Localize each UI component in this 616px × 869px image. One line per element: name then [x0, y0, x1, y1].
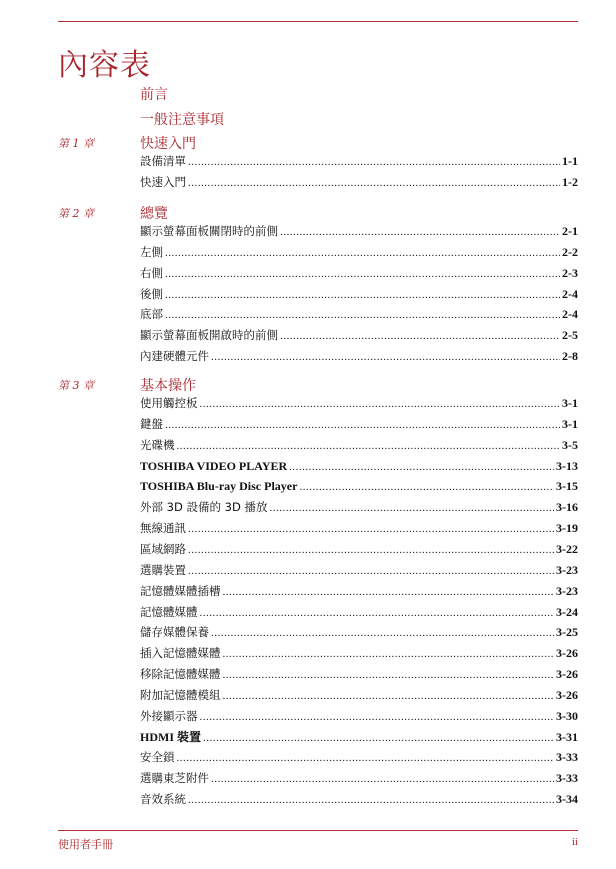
toc-entry-page: 3-31 — [556, 730, 578, 744]
toc-entry[interactable] — [140, 348, 578, 364]
chapter-label: 第 2 章 — [58, 207, 94, 220]
toc-entry-page: 2-4 — [562, 287, 578, 301]
toc-leader-dots — [165, 307, 560, 323]
toc-leader-dots — [165, 287, 560, 303]
toc-entry[interactable] — [140, 729, 578, 745]
toc-entry-page: 2-2 — [562, 245, 578, 259]
toc-entry-label: 移除記憶體媒體 — [140, 667, 221, 681]
toc-entry-page: 3-19 — [556, 521, 578, 535]
toc-entry[interactable] — [140, 244, 578, 260]
toc-leader-dots — [203, 730, 554, 746]
toc-leader-dots — [280, 328, 560, 344]
toc-leader-dots — [188, 792, 554, 808]
toc-entry-label: 設備清單 — [140, 154, 186, 168]
toc-entry-label: 插入記憶體媒體 — [140, 646, 221, 660]
footer-page-number: ii — [571, 836, 578, 848]
toc-entry[interactable] — [140, 791, 578, 807]
toc-entry-label: 後側 — [140, 287, 163, 301]
toc-entry-label: 顯示螢幕面板關閉時的前側 — [140, 224, 278, 238]
toc-entry[interactable] — [140, 153, 578, 169]
toc-entry[interactable] — [140, 327, 578, 343]
toc-entry[interactable] — [140, 478, 578, 494]
toc-entry-page: 2-8 — [562, 349, 578, 363]
chapter-label: 第 3 章 — [58, 379, 94, 392]
toc-entry-page: 1-2 — [562, 175, 578, 189]
toc-leader-dots — [211, 349, 560, 365]
toc-entry[interactable] — [140, 624, 578, 640]
toc-leader-dots — [223, 667, 555, 683]
header-rule — [58, 21, 578, 22]
toc-entry-label: 儲存媒體保養 — [140, 625, 209, 639]
toc-entry-label: 選購東芝附件 — [140, 771, 209, 785]
toc-leader-dots — [165, 417, 560, 433]
footer-rule — [58, 830, 578, 831]
toc-leader-dots — [165, 266, 560, 282]
toc-entry-page: 3-23 — [556, 563, 578, 577]
toc-entry-label: 使用觸控板 — [140, 396, 198, 410]
toc-entry-page: 2-5 — [562, 328, 578, 342]
toc-leader-dots — [200, 396, 561, 412]
toc-leader-dots — [177, 438, 561, 454]
toc-leader-dots — [269, 500, 554, 516]
toc-entry-label: 外部 3D 設備的 3D 播放 — [140, 500, 268, 514]
toc-entry[interactable] — [140, 499, 578, 515]
toc-leader-dots — [223, 584, 555, 600]
toc-entry-label: TOSHIBA VIDEO PLAYER — [140, 459, 288, 473]
toc-entry[interactable] — [140, 562, 578, 578]
toc-entry-label: 區域網路 — [140, 542, 186, 556]
toc-entry-label: 無線通訊 — [140, 521, 186, 535]
toc-entry-label: 記憶體媒體 — [140, 605, 198, 619]
toc-leader-dots — [177, 750, 555, 766]
toc-entry-page: 3-13 — [556, 459, 578, 473]
toc-entry[interactable] — [140, 770, 578, 786]
chapter-title[interactable]: 快速入門 — [140, 136, 196, 152]
toc-entry-page: 3-33 — [556, 750, 578, 764]
toc-leader-dots — [165, 245, 560, 261]
toc-entry-label: TOSHIBA Blu-ray Disc Player — [140, 479, 298, 493]
toc-entry-page: 3-1 — [562, 417, 578, 431]
toc-entry-page: 3-26 — [556, 646, 578, 660]
toc-entry-label: 快速入門 — [140, 175, 186, 189]
toc-entry-page: 3-25 — [556, 625, 578, 639]
toc-entry[interactable] — [140, 416, 578, 432]
toc-entry[interactable] — [140, 223, 578, 239]
toc-leader-dots — [211, 625, 554, 641]
toc-entry-page: 3-26 — [556, 688, 578, 702]
toc-entry[interactable] — [140, 541, 578, 557]
toc-entry-page: 3-33 — [556, 771, 578, 785]
toc-leader-dots — [280, 224, 560, 240]
toc-entry-label: 光碟機 — [140, 438, 175, 452]
page-title: 內容表 — [58, 48, 151, 83]
toc-entry-label: 內建硬體元件 — [140, 349, 209, 363]
toc-entry[interactable] — [140, 749, 578, 765]
toc-entry-page: 3-26 — [556, 667, 578, 681]
toc-leader-dots — [223, 688, 555, 704]
toc-entry-label: 顯示螢幕面板開啟時的前側 — [140, 328, 278, 342]
toc-entry-label: 鍵盤 — [140, 417, 163, 431]
toc-entry[interactable] — [140, 645, 578, 661]
toc-leader-dots — [289, 459, 554, 475]
toc-entry-page: 3-34 — [556, 792, 578, 806]
toc-entry[interactable] — [140, 174, 578, 190]
toc-entry-page: 3-23 — [556, 584, 578, 598]
toc-entry[interactable] — [140, 437, 578, 453]
toc-leader-dots — [188, 521, 554, 537]
toc-entry-label: 左側 — [140, 245, 163, 259]
toc-entry-page: 3-22 — [556, 542, 578, 556]
toc-leader-dots — [188, 175, 560, 191]
toc-entry[interactable] — [140, 687, 578, 703]
toc-entry-page: 3-15 — [556, 479, 578, 493]
toc-entry-label: 附加記憶體模組 — [140, 688, 221, 702]
toc-entry-label: 選購裝置 — [140, 563, 186, 577]
toc-heading-preface[interactable]: 前言 — [140, 87, 168, 103]
toc-leader-dots — [188, 563, 554, 579]
toc-entry-page: 2-1 — [562, 224, 578, 238]
toc-entry[interactable] — [140, 286, 578, 302]
toc-entry[interactable] — [140, 306, 578, 322]
toc-entry[interactable] — [140, 458, 578, 474]
toc-entry[interactable] — [140, 583, 578, 599]
toc-leader-dots — [200, 709, 555, 725]
toc-entry-label: 音效系統 — [140, 792, 186, 806]
footer-manual-title: 使用者手冊 — [58, 838, 113, 851]
toc-leader-dots — [188, 542, 554, 558]
toc-entry-page: 3-5 — [562, 438, 578, 452]
toc-entry-page: 3-16 — [556, 500, 578, 514]
toc-entry[interactable] — [140, 666, 578, 682]
chapter-title[interactable]: 總覽 — [140, 206, 168, 222]
toc-entry-label: 底部 — [140, 307, 163, 321]
toc-entry-label: HDMI 裝置 — [140, 730, 201, 744]
toc-leader-dots — [223, 646, 555, 662]
toc-entry-page: 2-4 — [562, 307, 578, 321]
toc-heading-general-notes[interactable]: 一般注意事項 — [140, 112, 224, 128]
toc-entry[interactable] — [140, 604, 578, 620]
toc-entry-label: 右側 — [140, 266, 163, 280]
toc-leader-dots — [211, 771, 554, 787]
toc-entry-page: 3-24 — [556, 605, 578, 619]
toc-entry[interactable] — [140, 708, 578, 724]
toc-leader-dots — [299, 479, 554, 495]
toc-entry-label: 記憶體媒體插槽 — [140, 584, 221, 598]
toc-entry-page: 2-3 — [562, 266, 578, 280]
toc-entry-page: 3-1 — [562, 396, 578, 410]
toc-leader-dots — [200, 605, 555, 621]
toc-entry[interactable] — [140, 520, 578, 536]
chapter-title[interactable]: 基本操作 — [140, 378, 196, 394]
toc-entry-label: 安全鎖 — [140, 750, 175, 764]
toc-entry[interactable] — [140, 395, 578, 411]
toc-entry-page: 1-1 — [562, 154, 578, 168]
chapter-label: 第 1 章 — [58, 137, 94, 150]
toc-entry[interactable] — [140, 265, 578, 281]
toc-entry-label: 外接顯示器 — [140, 709, 198, 723]
toc-leader-dots — [188, 154, 560, 170]
toc-entry-page: 3-30 — [556, 709, 578, 723]
